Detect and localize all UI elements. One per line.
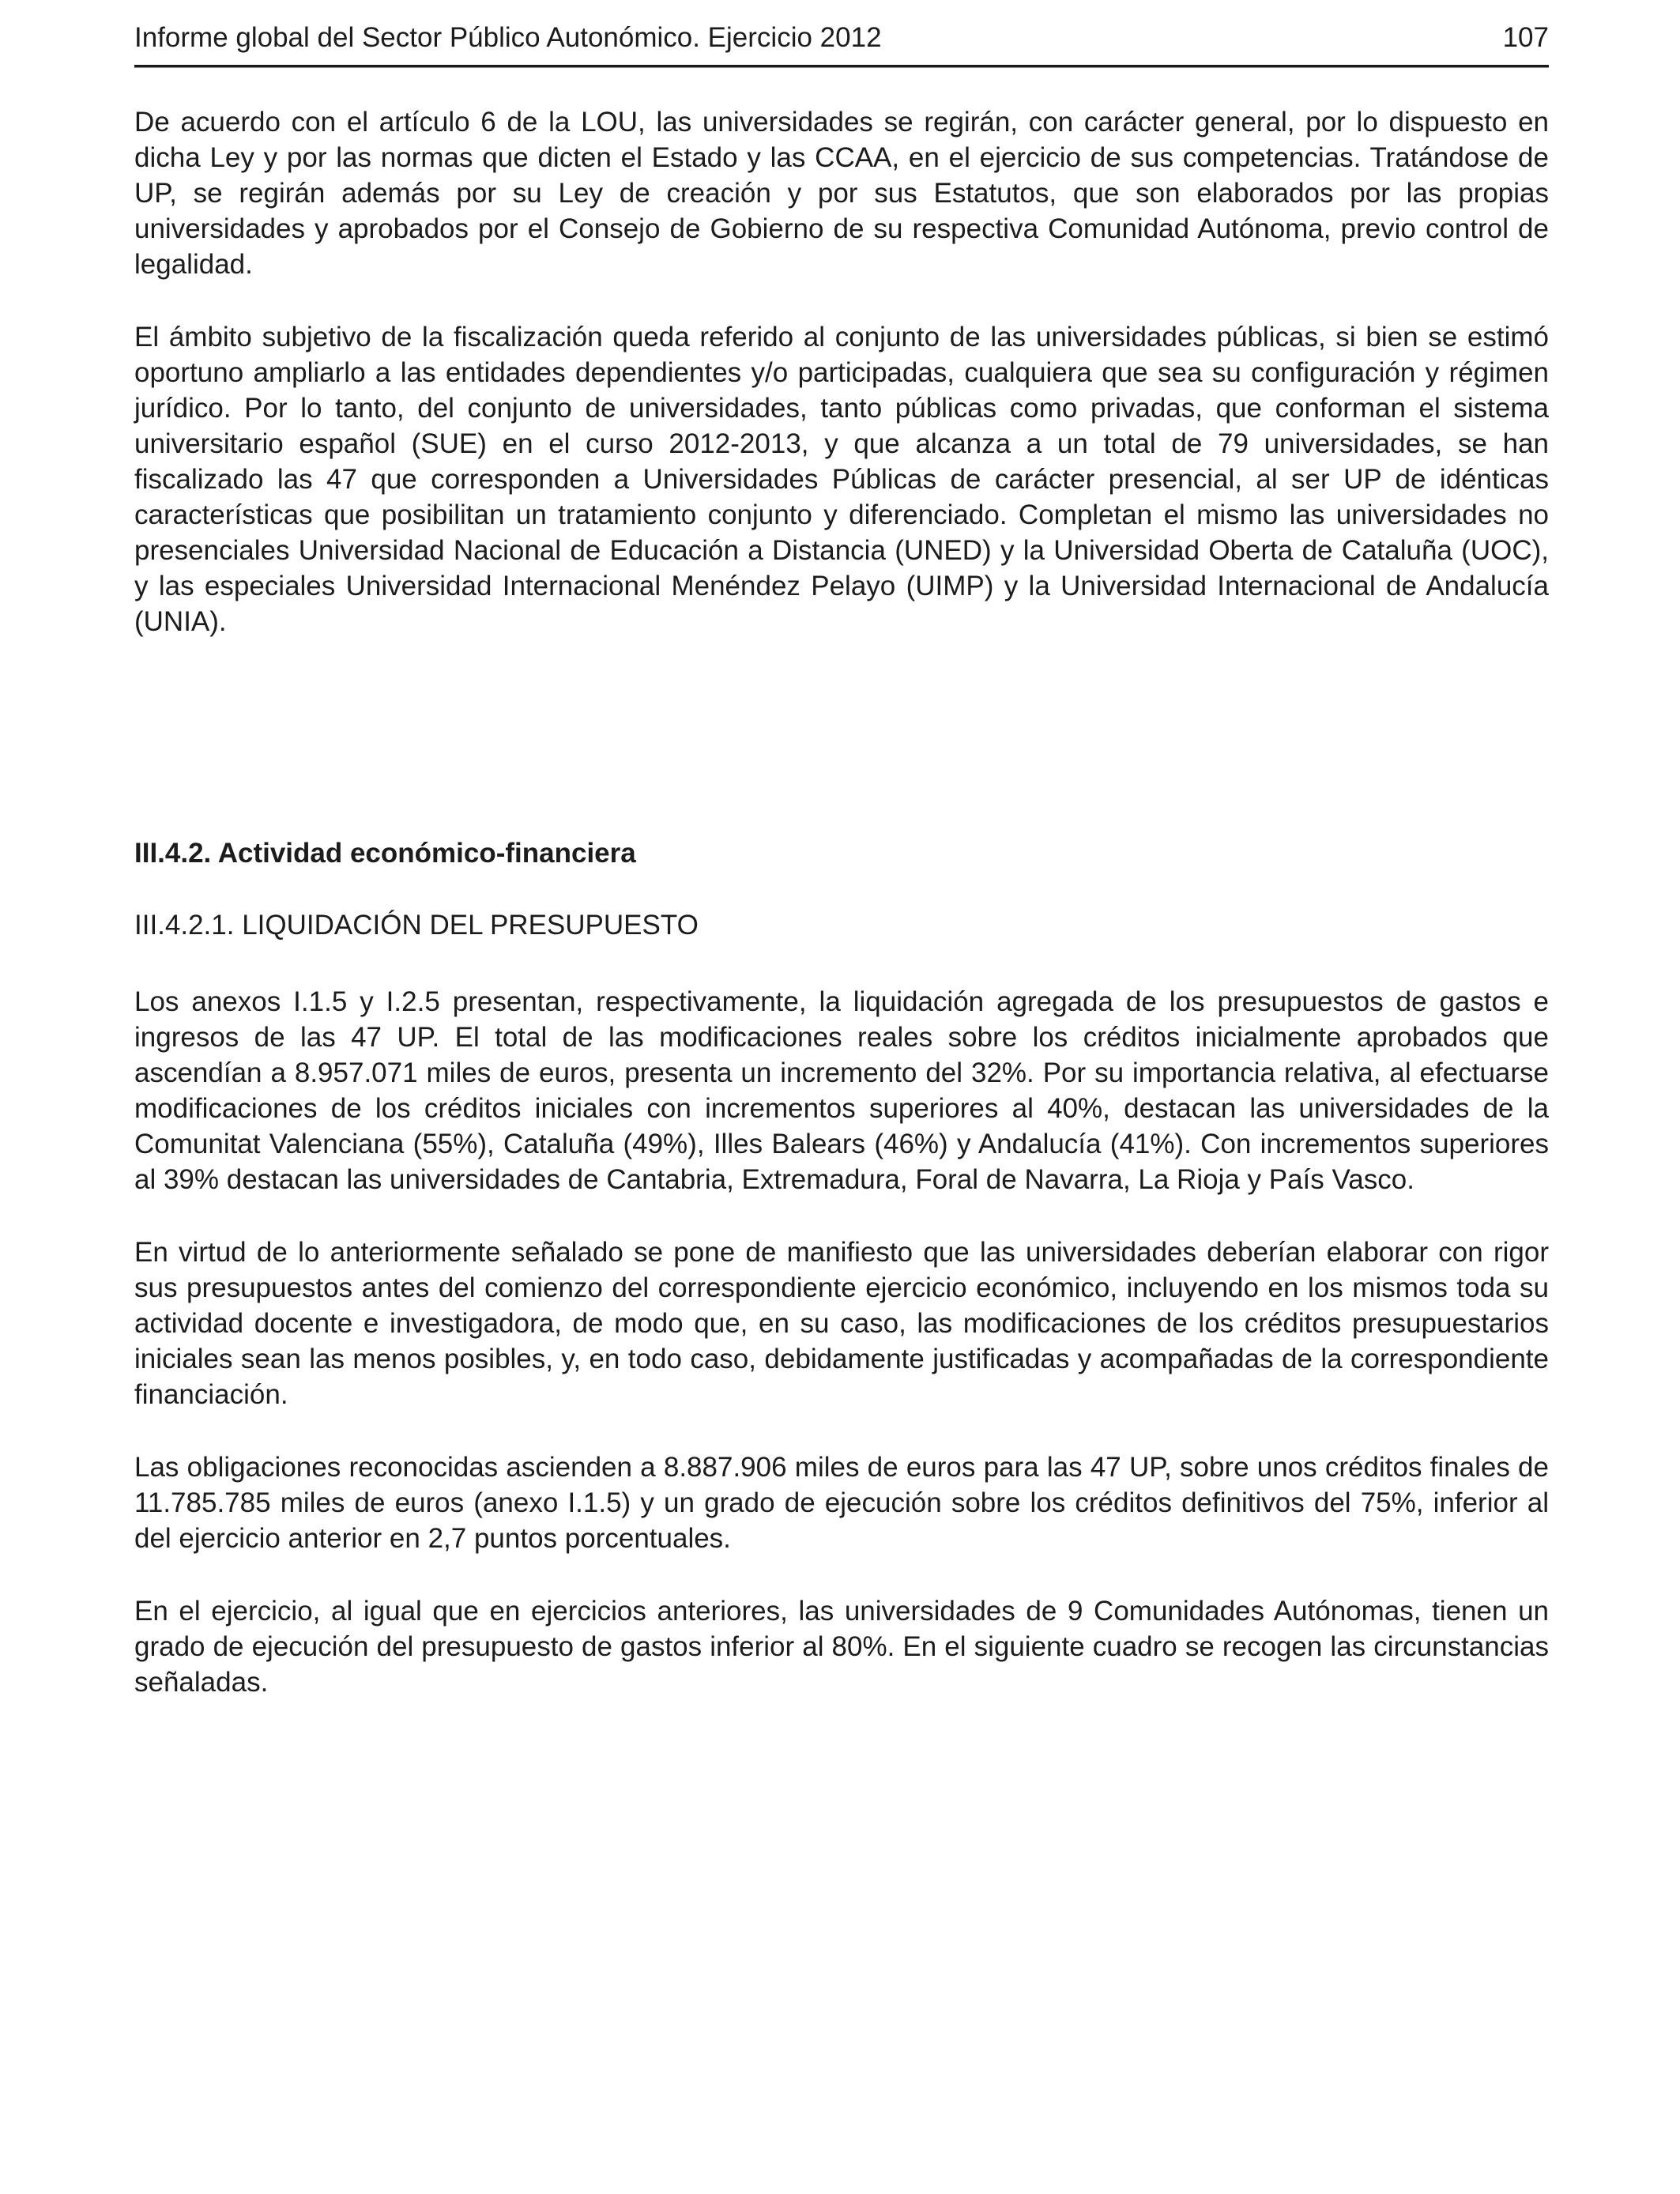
page-number: 107 [1502, 22, 1549, 53]
header-title: Informe global del Sector Público Autonómico. Ejercicio 2012 [134, 22, 882, 53]
paragraph: El ámbito subjetivo de la fiscalización queda referido al conjunto de las universidades públicas, si bien se estimó oportuno ampliarlo a las entidades dependientes y/o participadas, cualquiera que sea su configuración y régimen jurídico. Por lo tanto, del conjunto de universidades, tanto públicas como privadas, que conforman el sistema universitario español (SUE) en el curso 2012-2013, y que alcanza a un total de 79 universidades, se han fiscalizado las 47 que corresponden a Universidades Públicas de carácter presencial, al ser UP de idénticas características que posibilitan un tratamiento conjunto y diferenciado. Completan el mismo las universidades no presenciales Universidad Nacional de Educación a Distancia (UNED) y la Universidad Oberta de Cataluña (UOC), y las especiales Universidad Internacional Menéndez Pelayo (UIMP) y la Universidad Internacional de Andalucía (UNIA). [134, 322, 1549, 637]
paragraph: Las obligaciones reconocidas ascienden a 8.887.906 miles de euros para las 47 UP, sobre unos créditos finales de 11.785.785 miles de euros (anexo I.1.5) y un grado de ejecución sobre los créditos definitivos del 75%, inferior al del ejercicio anterior en 2,7 puntos porcentuales. [134, 1452, 1549, 1554]
subsection-heading: III.4.2.1. LIQUIDACIÓN DEL PRESUPUESTO [134, 910, 699, 941]
page-header [134, 22, 1549, 54]
document-body [134, 104, 1549, 1700]
paragraph: En virtud de lo anteriormente señalado se pone de manifiesto que las universidades deberían elaborar con rigor sus presupuestos antes del comienzo del correspondiente ejercicio económico, incluyendo en los mismos toda su actividad docente e investigadora, de modo que, en su caso, las modificaciones de los créditos presupuestarios iniciales sean las menos posibles, y, en todo caso, debidamente justificadas y acompañadas de la correspondiente financiación. [134, 1237, 1549, 1410]
paragraph: Los anexos I.1.5 y I.2.5 presentan, respectivamente, la liquidación agregada de los presupuestos de gastos e ingresos de las 47 UP. El total de las modificaciones reales sobre los créditos inicialmente aprobados que ascendían a 8.957.071 miles de euros, presenta un incremento del 32%. Por su importancia relativa, al efectuarse modificaciones de los créditos iniciales con incrementos superiores al 40%, destacan las universidades de la Comunitat Valenciana (55%), Cataluña (49%), Illes Balears (46%) y Andalucía (41%). Con incrementos superiores al 39% destacan las universidades de Cantabria, Extremadura, Foral de Navarra, La Rioja y País Vasco. [134, 986, 1549, 1195]
paragraph: En el ejercicio, al igual que en ejercicios anteriores, las universidades de 9 Comunidades Autónomas, tienen un grado de ejecución del presupuesto de gastos inferior al 80%. En el siguiente cuadro se recogen las circunstancias señaladas. [134, 1596, 1549, 1698]
section-heading: III.4.2. Actividad económico-financiera [134, 838, 636, 869]
header-divider [134, 65, 1549, 68]
paragraph: De acuerdo con el artículo 6 de la LOU, las universidades se regirán, con carácter general, por lo dispuesto en dicha Ley y por las normas que dicten el Estado y las CCAA, en el ejercicio de sus competencias. Tratándose de UP, se regirán además por su Ley de creación y por sus Estatutos, que son elaborados por las propias universidades y aprobados por el Consejo de Gobierno de su respectiva Comunidad Autónoma, previo control de legalidad. [134, 107, 1549, 280]
